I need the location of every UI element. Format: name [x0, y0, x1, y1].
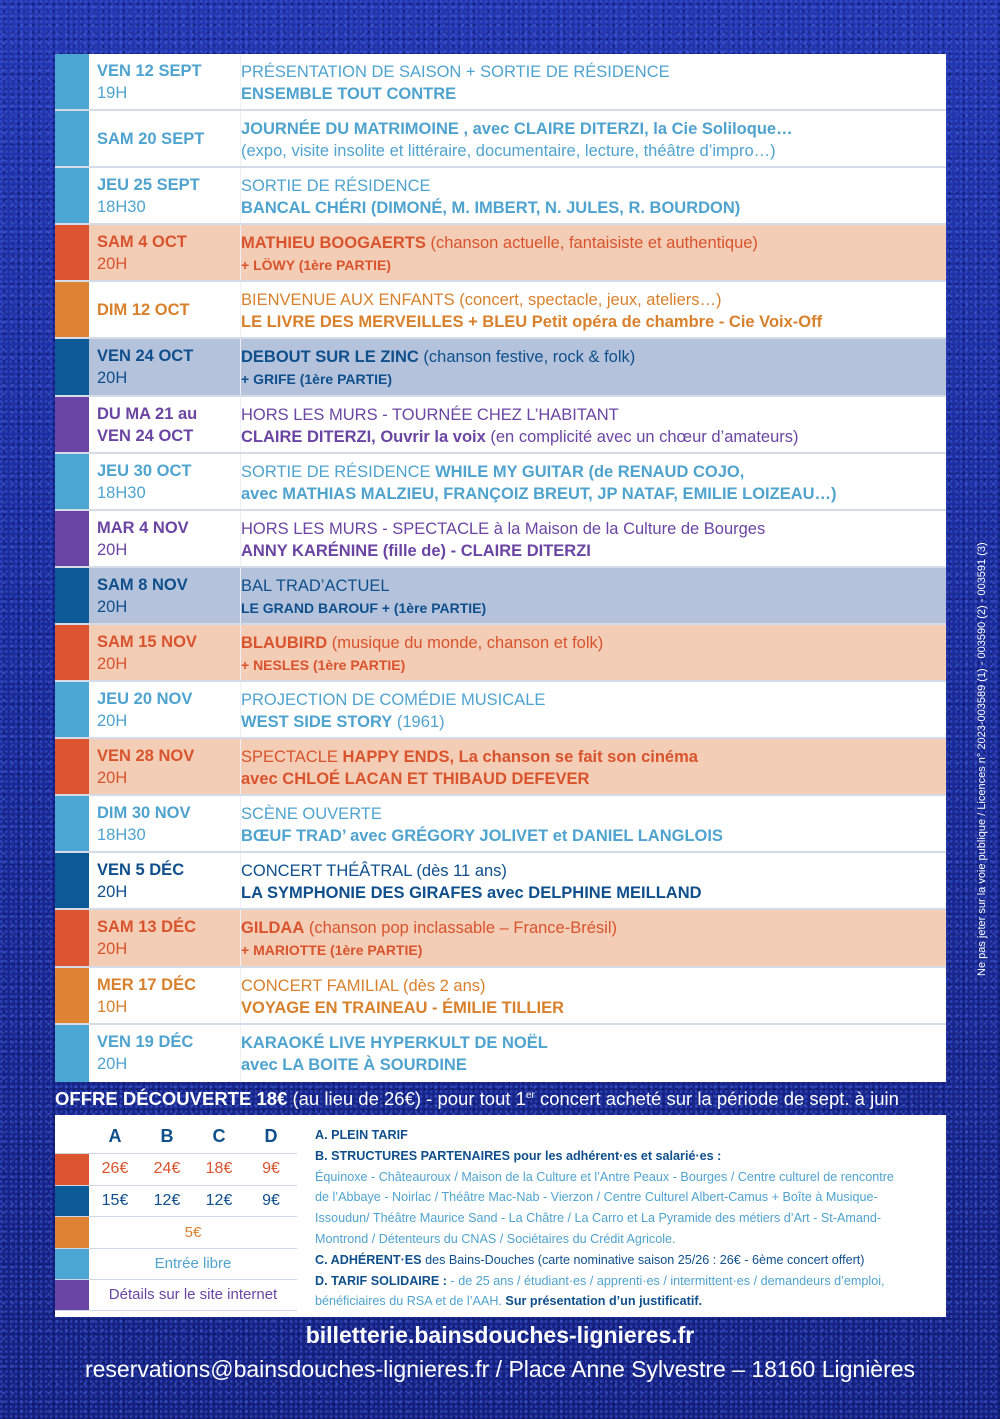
- event-description: HORS LES MURS - TOURNÉE CHEZ L’HABITANT CLAIRE DITERZI, Ouvrir la voix (en complicité avec un chœur d’amateurs): [241, 405, 799, 446]
- event-date: JEU 20 NOV 20H: [89, 682, 241, 737]
- pricing-row: 15€ 12€ 12€ 9€: [55, 1185, 297, 1217]
- event-date: VEN 12 SEPT 19H: [89, 54, 241, 109]
- event-description: MATHIEU BOOGAERTS (chanson actuelle, fantaisiste et authentique) + LÖWY (1ère PARTIE): [241, 234, 758, 274]
- event-date: SAM 13 DÉC 20H: [89, 910, 241, 965]
- event-description: PRÉSENTATION DE SAISON + SORTIE DE RÉSIDENCE ENSEMBLE TOUT CONTRE: [241, 63, 670, 103]
- event-date: MAR 4 NOV 20H: [89, 511, 241, 566]
- pricing-header: A B C D: [108, 1125, 278, 1146]
- category-stripe: [55, 739, 89, 794]
- pricing-grid: [55, 1115, 297, 1317]
- event-description: SCÈNE OUVERTE BŒUF TRAD’ avec GRÉGORY JOLIVET et DANIEL LANGLOIS: [241, 805, 723, 846]
- event-row: [55, 168, 946, 225]
- category-stripe: [55, 1025, 89, 1082]
- pricing-notes: A. PLEIN TARIF B. STRUCTURES PARTENAIRES pour les adhérent·es et salarié·es : Équinoxe - Châteauroux / Maison de la Culture et l’Antre Peaux - Bourges / Centre culturel de rencontre de l’Abbaye - Noirlac / Théâtre Mac-Nab - Vierzon / Centre Culturel Albert-Camus + Boîte à Musique- Issoudun/ Théâtre Maurice Sand - La Châtre / La Carro et La Pyramide des métiers d’Art - St-Amand- Montrond / Détenteurs du CNAS / Sociétaires du Crédit Agricole. C. ADHÉRENT·ES des Bains-Douches (carte nominative saison 25/26 : 26€ - 6ème concert offert) D. TARIF SOLIDAIRE : - de 25 ans / étudiant·es / apprenti·es / intermittent·es / demandeurs d’emploi, bénéficiaires du RSA et de l’AAH. Sur présentation d’un justificatif.: [315, 1128, 894, 1309]
- event-description: BIENVENUE AUX ENFANTS (concert, spectacle, jeux, ateliers…) LE LIVRE DES MERVEILLES + BLEU Petit opéra de chambre - Cie Voix-Off: [241, 291, 823, 332]
- pricing-row: 5€: [55, 1216, 297, 1248]
- event-row: [55, 282, 946, 339]
- category-stripe: [55, 339, 89, 394]
- event-row: [55, 111, 946, 168]
- event-description: BAL TRAD’ACTUEL LE GRAND BAROUF + (1ère PARTIE): [241, 576, 487, 616]
- category-swatch: [55, 1280, 89, 1310]
- event-date: SAM 4 OCT 20H: [89, 225, 241, 280]
- category-swatch: [55, 1249, 89, 1280]
- category-swatch: [55, 1154, 89, 1185]
- category-stripe: [55, 625, 89, 680]
- event-date: DIM 30 NOV 18H30: [89, 796, 241, 851]
- discovery-offer: OFFRE DÉCOUVERTE 18€ (au lieu de 26€) - pour tout 1er concert acheté sur la période de sept. à juin: [55, 1088, 899, 1109]
- category-stripe: [55, 796, 89, 851]
- event-row: [55, 54, 946, 111]
- event-description: GILDAA (chanson pop inclassable – France-Brésil) + MARIOTTE (1ère PARTIE): [241, 919, 617, 959]
- ticketing-link[interactable]: billetterie.bainsdouches-lignieres.fr: [305, 1322, 695, 1348]
- category-stripe: [55, 682, 89, 737]
- event-row: [55, 853, 946, 910]
- event-date: VEN 28 NOV 20H: [89, 739, 241, 794]
- programme-table: [55, 54, 946, 1082]
- event-description: KARAOKÉ LIVE HYPERKULT DE NOËL avec LA BOITE À SOURDINE: [241, 1033, 548, 1074]
- event-date: VEN 24 OCT 20H: [89, 339, 241, 394]
- event-date: SAM 15 NOV 20H: [89, 625, 241, 680]
- event-date: VEN 19 DÉC 20H: [89, 1025, 241, 1082]
- event-row: [55, 796, 946, 853]
- event-row: [55, 910, 946, 967]
- pricing-row: Détails sur le site internet: [55, 1279, 297, 1311]
- event-date: SAM 8 NOV 20H: [89, 568, 241, 623]
- contact-line: reservations@bainsdouches-lignieres.fr / Place Anne Sylvestre – 18160 Lignières: [84, 1356, 916, 1382]
- event-description: SORTIE DE RÉSIDENCE WHILE MY GUITAR (de RENAUD COJO, avec MATHIAS MALZIEU, FRANÇOIZ BREUT, JP NATAF, EMILIE LOIZEAU…): [241, 462, 837, 503]
- category-stripe: [55, 910, 89, 965]
- event-row: [55, 682, 946, 739]
- legal-notice: Ne pas jeter sur la voie publique / Licences n° 2023-003589 (1) - 003590 (2) - 003591 (3): [976, 542, 988, 976]
- event-description: JOURNÉE DU MATRIMOINE , avec CLAIRE DITERZI, la Cie Soliloque… (expo, visite insolite et littéraire, documentaire, lecture, théâtre d’impro…): [241, 120, 793, 161]
- event-description: HORS LES MURS - SPECTACLE à la Maison de la Culture de Bourges ANNY KARÉNINE (fille de) - CLAIRE DITERZI: [241, 519, 766, 560]
- event-row: [55, 454, 946, 511]
- event-row: [55, 625, 946, 682]
- category-stripe: [55, 282, 89, 337]
- category-stripe: [55, 853, 89, 908]
- category-stripe: [55, 968, 89, 1023]
- category-stripe: [55, 511, 89, 566]
- event-row: [55, 225, 946, 282]
- category-stripe: [55, 54, 89, 109]
- event-row: [55, 511, 946, 568]
- event-description: CONCERT THÉÂTRAL (dès 11 ans) LA SYMPHONIE DES GIRAFES avec DELPHINE MEILLAND: [241, 862, 702, 903]
- event-description: CONCERT FAMILIAL (dès 2 ans) VOYAGE EN TRAINEAU - ÉMILIE TILLIER: [241, 976, 564, 1017]
- category-stripe: [55, 568, 89, 623]
- event-date: DIM 12 OCT: [89, 282, 241, 337]
- event-row: [55, 568, 946, 625]
- event-row: [55, 339, 946, 396]
- event-row: [55, 968, 946, 1025]
- category-stripe: [55, 168, 89, 223]
- pricing-row: Entrée libre: [55, 1248, 297, 1280]
- event-description: SORTIE DE RÉSIDENCE BANCAL CHÉRI (DIMONÉ, M. IMBERT, N. JULES, R. BOURDON): [241, 177, 741, 218]
- event-row: [55, 1025, 946, 1082]
- event-description: SPECTACLE HAPPY ENDS, La chanson se fait son cinéma avec CHLOÉ LACAN ET THIBAUD DEFEVER: [241, 748, 698, 789]
- category-stripe: [55, 397, 89, 452]
- category-stripe: [55, 111, 89, 166]
- event-date: JEU 25 SEPT 18H30: [89, 168, 241, 223]
- category-swatch: [55, 1186, 89, 1217]
- event-description: PROJECTION DE COMÉDIE MUSICALE WEST SIDE STORY (1961): [241, 691, 546, 732]
- event-description: BLAUBIRD (musique du monde, chanson et folk) + NESLES (1ère PARTIE): [241, 633, 604, 673]
- event-description: DEBOUT SUR LE ZINC (chanson festive, rock & folk) + GRIFE (1ère PARTIE): [241, 348, 636, 388]
- category-stripe: [55, 454, 89, 509]
- pricing-row: 26€ 24€ 18€ 9€: [55, 1153, 297, 1185]
- event-date: JEU 30 OCT 18H30: [89, 454, 241, 509]
- event-row: [55, 397, 946, 454]
- event-date: DU MA 21 au VEN 24 OCT: [89, 397, 241, 452]
- category-stripe: [55, 225, 89, 280]
- event-row: [55, 739, 946, 796]
- event-date: SAM 20 SEPT: [89, 111, 241, 166]
- category-swatch: [55, 1217, 89, 1248]
- event-date: VEN 5 DÉC 20H: [89, 853, 241, 908]
- event-date: MER 17 DÉC 10H: [89, 968, 241, 1023]
- pricing-panel: [55, 1115, 946, 1317]
